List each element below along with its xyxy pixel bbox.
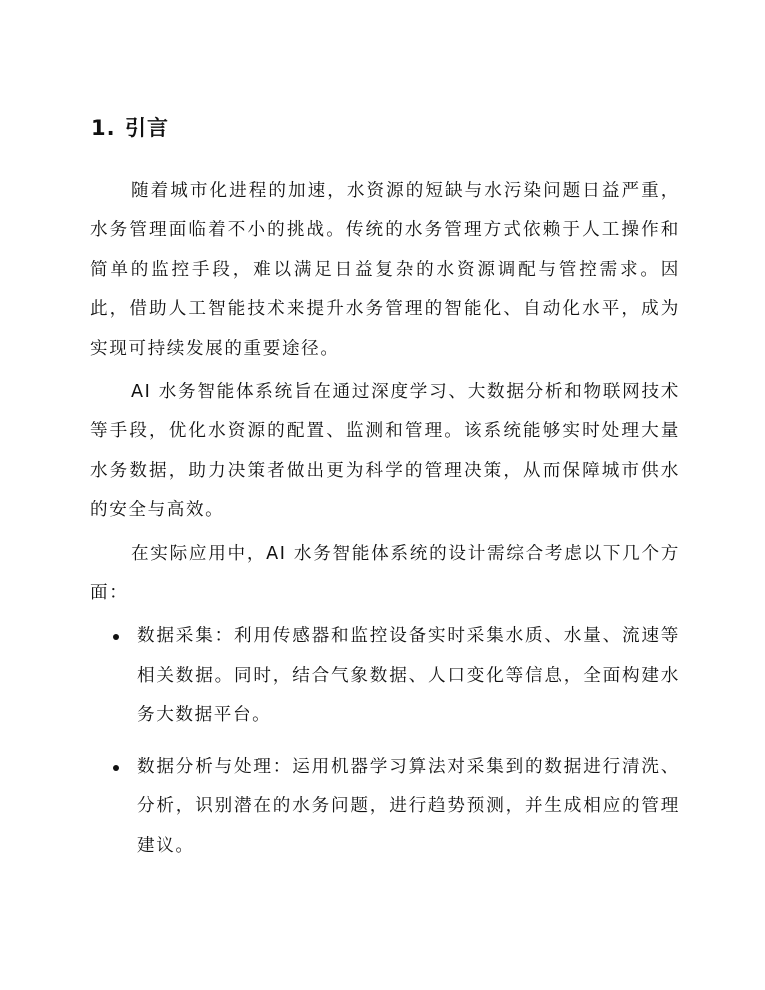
list-item-text: 数据采集：利用传感器和监控设备实时采集水质、水量、流速等相关数据。同时，结合气象数据、人口变化等信息，全面构建水务大数据平台。 <box>137 626 680 726</box>
paragraph-system: AI 水务智能体系统旨在通过深度学习、大数据分析和物联网技术等手段，优化水资源的配置、监测和管理。该系统能够实时处理大量水务数据，助力决策者做出更为科学的管理决策，从而保障城市供水的安全与高效。 <box>90 382 680 521</box>
section-title: 引言 <box>125 116 169 140</box>
list-item <box>90 748 680 866</box>
list-item <box>90 617 680 735</box>
considerations-list <box>90 617 680 865</box>
list-item-text: 数据分析与处理：运用机器学习算法对采集到的数据进行清洗、分析，识别潜在的水务问题，进行趋势预测，并生成相应的管理建议。 <box>137 756 680 856</box>
section-number: 1. <box>91 116 116 140</box>
paragraph-considerations: 在实际应用中，AI 水务智能体系统的设计需综合考虑以下几个方面： <box>90 543 680 604</box>
paragraph-intro: 随着城市化进程的加速，水资源的短缺与水污染问题日益严重，水务管理面临着不小的挑战。传统的水务管理方式依赖于人工操作和简单的监控手段，难以满足日益复杂的水资源调配与管控需求。因此，借助人工智能技术来提升水务管理的智能化、自动化水平，成为实现可持续发展的重要途径。 <box>90 181 680 359</box>
bullet-icon <box>113 634 119 640</box>
section-heading <box>91 113 169 143</box>
bullet-icon <box>113 765 119 771</box>
section-body <box>90 172 680 878</box>
